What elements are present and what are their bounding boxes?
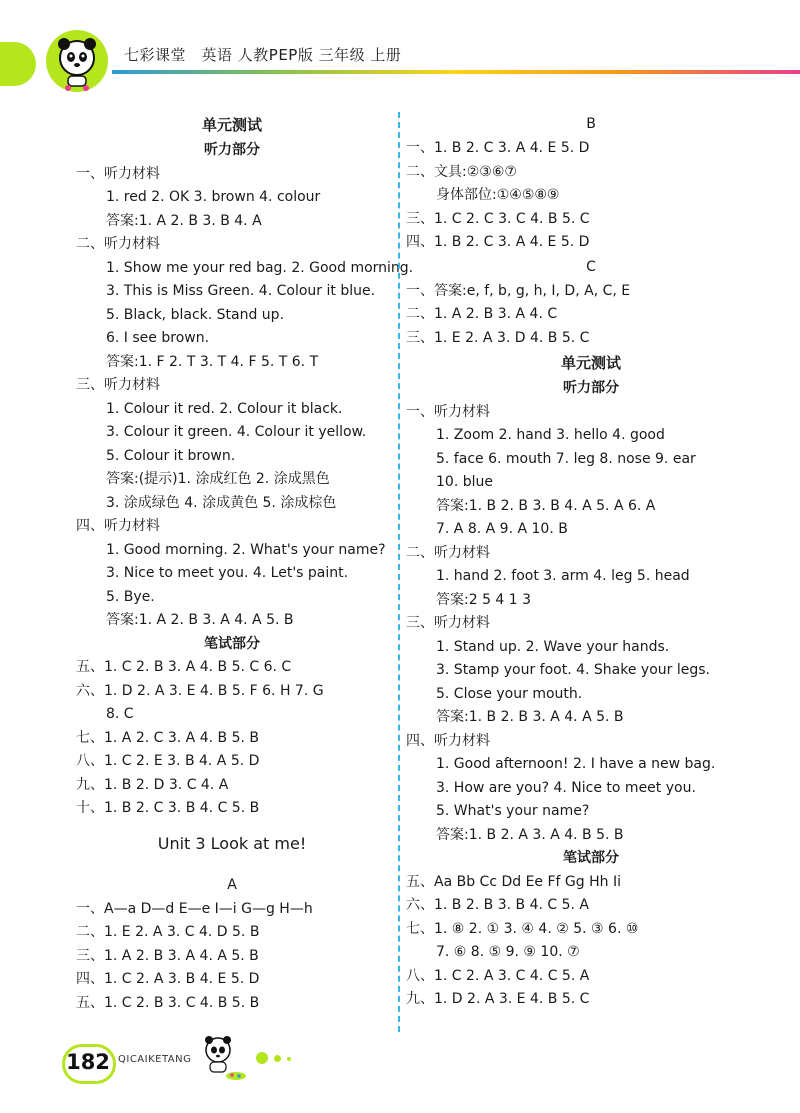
- answer-line: 二、1. A 2. B 3. A 4. C: [406, 306, 558, 322]
- answer-line: 3. Colour it green. 4. Colour it yellow.: [106, 424, 367, 440]
- header-title: 七彩课堂 英语 人教PEP版 三年级 上册: [124, 46, 402, 64]
- answer-line: 5. Colour it brown.: [106, 447, 236, 464]
- section-subtitle: 听力部分: [204, 142, 260, 158]
- decorative-dot: [256, 1052, 268, 1064]
- answer-line: 六、1. B 2. B 3. B 4. C 5. A: [406, 897, 590, 913]
- answer-line: 五、Aa Bb Cc Dd Ee Ff Gg Hh Ii: [406, 873, 621, 890]
- part-letter-heading: A: [227, 876, 237, 893]
- answer-line: 三、1. E 2. A 3. D 4. B 5. C: [406, 329, 590, 346]
- answer-line: 二、1. E 2. A 3. C 4. D 5. B: [76, 924, 260, 940]
- answer-line: 七、1. ⑧ 2. ① 3. ④ 4. ② 5. ③ 6. ⑩: [406, 920, 639, 937]
- answer-line: 答案:1. B 2. A 3. A 4. B 5. B: [436, 826, 624, 843]
- column-divider: [398, 112, 400, 1032]
- answer-line: 5. face 6. mouth 7. leg 8. nose 9. ear: [436, 450, 696, 467]
- answer-line: 八、1. C 2. E 3. B 4. A 5. D: [76, 753, 260, 769]
- answer-line: 8. C: [106, 706, 134, 722]
- answer-line: 三、听力材料: [76, 377, 160, 393]
- answer-line: 5. Bye.: [106, 588, 155, 605]
- answer-line: 答案:(提示)1. 涂成红色 2. 涂成黑色: [106, 471, 330, 487]
- header-tab-decoration: [0, 42, 36, 86]
- answer-line: 二、听力材料: [406, 544, 490, 561]
- answer-line: 答案:2 5 4 1 3: [436, 591, 532, 608]
- answer-line: 3. 涂成绿色 4. 涂成黄色 5. 涂成棕色: [106, 494, 337, 511]
- answer-line: 1. Show me your red bag. 2. Good morning.: [106, 259, 414, 276]
- answer-line: 5. Black, black. Stand up.: [106, 306, 285, 323]
- answer-line: 3. How are you? 4. Nice to meet you.: [436, 779, 696, 796]
- page-number: 182: [66, 1050, 110, 1074]
- answer-line: 7. A 8. A 9. A 10. B: [436, 521, 568, 537]
- answer-line: 答案:1. A 2. B 3. A 4. A 5. B: [106, 612, 294, 628]
- answer-line: 一、听力材料: [76, 165, 160, 182]
- answer-line: 十、1. B 2. C 3. B 4. C 5. B: [76, 800, 260, 816]
- answer-line: 七、1. A 2. C 3. A 4. B 5. B: [76, 729, 259, 746]
- answer-line: 一、答案:e, f, b, g, h, I, D, A, C, E: [406, 282, 631, 299]
- part-letter-heading: C: [586, 258, 596, 275]
- answer-line: 四、1. C 2. A 3. B 4. E 5. D: [76, 971, 260, 987]
- answer-line: 三、1. C 2. C 3. C 4. B 5. C: [406, 210, 590, 227]
- answer-line: 四、听力材料: [76, 518, 160, 534]
- answer-line: 7. ⑥ 8. ⑤ 9. ⑨ 10. ⑦: [436, 944, 580, 960]
- answer-line: 1. Good afternoon! 2. I have a new bag.: [436, 756, 716, 772]
- answer-line: 一、1. B 2. C 3. A 4. E 5. D: [406, 140, 590, 156]
- answer-line: 四、1. B 2. C 3. A 4. E 5. D: [406, 234, 590, 250]
- answer-line: 九、1. D 2. A 3. E 4. B 5. C: [406, 991, 590, 1007]
- answer-line: 1. Stand up. 2. Wave your hands.: [436, 638, 670, 655]
- section-title: 单元测试: [201, 116, 262, 134]
- answer-line: 六、1. D 2. A 3. E 4. B 5. F 6. H 7. G: [76, 682, 324, 699]
- part-letter-heading: B: [586, 116, 596, 132]
- answer-line: 一、听力材料: [406, 403, 490, 420]
- answer-line: 6. I see brown.: [106, 330, 210, 346]
- page-header: [0, 0, 800, 100]
- answer-line: 一、A—a D—d E—e I—i G—g H—h: [76, 900, 313, 917]
- answer-line: 二、文具:②③⑥⑦: [406, 163, 517, 180]
- answer-line: 三、听力材料: [406, 615, 490, 631]
- answer-line: 答案:1. B 2. B 3. B 4. A 5. A 6. A: [436, 497, 656, 514]
- answer-line: 答案:1. F 2. T 3. T 4. F 5. T 6. T: [106, 353, 319, 370]
- footer-brand: QICAIKETANG: [118, 1054, 192, 1065]
- answer-line: 五、1. C 2. B 3. C 4. B 5. B: [76, 994, 260, 1011]
- section-title: 单元测试: [560, 354, 621, 372]
- section-subtitle: 笔试部分: [563, 850, 619, 866]
- answer-line: 5. Close your mouth.: [436, 685, 583, 702]
- decorative-dot: [287, 1057, 291, 1061]
- section-subtitle: 笔试部分: [204, 635, 260, 652]
- answer-line: 1. red 2. OK 3. brown 4. colour: [106, 189, 321, 205]
- answer-line: 答案:1. A 2. B 3. B 4. A: [106, 212, 262, 229]
- answer-line: 5. What's your name?: [436, 803, 590, 819]
- answer-line: 三、1. A 2. B 3. A 4. A 5. B: [76, 947, 259, 964]
- answer-line: 3. Stamp your foot. 4. Shake your legs.: [436, 662, 710, 678]
- section-subtitle: 听力部分: [563, 380, 619, 396]
- answer-line: 二、听力材料: [76, 236, 160, 252]
- answer-line: 身体部位:①④⑤⑧⑨: [436, 187, 560, 203]
- left-answer-column: [76, 112, 414, 1015]
- answer-line: 五、1. C 2. B 3. A 4. B 5. C 6. C: [76, 659, 292, 675]
- answer-line: 1. Good morning. 2. What's your name?: [106, 541, 386, 558]
- answer-line: 10. blue: [436, 474, 493, 490]
- answer-line: 1. Zoom 2. hand 3. hello 4. good: [436, 427, 665, 443]
- answer-line: 3. Nice to meet you. 4. Let's paint.: [106, 565, 349, 581]
- answer-line: 1. hand 2. foot 3. arm 4. leg 5. head: [436, 568, 690, 584]
- unit-heading: Unit 3 Look at me!: [157, 833, 307, 853]
- answer-line: 八、1. C 2. A 3. C 4. C 5. A: [406, 967, 590, 984]
- answer-line: 九、1. B 2. D 3. C 4. A: [76, 776, 229, 793]
- answer-line: 3. This is Miss Green. 4. Colour it blue.: [106, 283, 376, 299]
- answer-line: 答案:1. B 2. B 3. A 4. A 5. B: [436, 709, 624, 725]
- panda-painter-icon: [196, 1032, 256, 1086]
- answer-line: 1. Colour it red. 2. Colour it black.: [106, 400, 343, 417]
- decorative-dot: [274, 1055, 281, 1062]
- panda-mascot-icon: [46, 30, 108, 92]
- header-rainbow-bar: [112, 70, 800, 74]
- spacer: [76, 861, 388, 873]
- answer-line: 四、听力材料: [406, 732, 490, 749]
- right-answer-column: [406, 112, 776, 1012]
- page-footer: [0, 1030, 800, 1113]
